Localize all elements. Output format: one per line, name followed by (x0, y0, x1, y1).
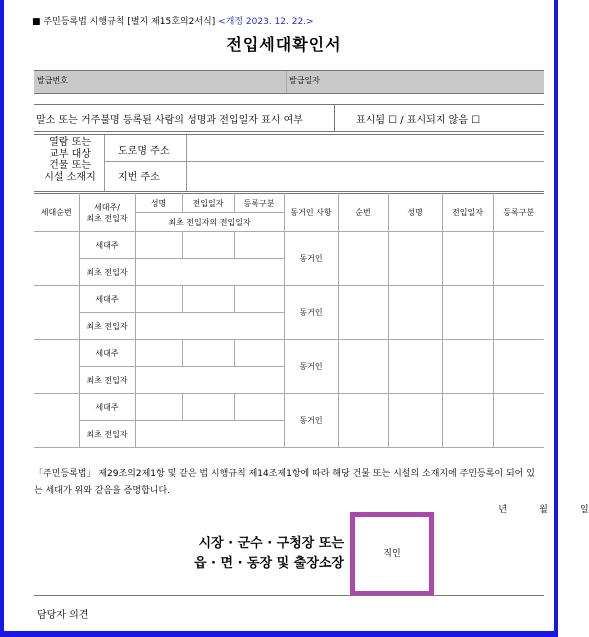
first-mover-label: 최초 전입자 (79, 259, 135, 286)
year-label: 년 (498, 505, 507, 515)
issue-date-label: 발급일자 (289, 76, 320, 85)
disclosure-question: 말소 또는 거주불명 등록된 사람의 성명과 전입일자 표시 여부 (36, 115, 303, 126)
month-label: 월 (539, 505, 548, 515)
head-label: 세대주 (79, 394, 135, 421)
col-move-in-date-2: 전입일자 (442, 194, 493, 232)
road-address-label: 도로명 주소 (118, 146, 170, 157)
lot-address-label: 지번 주소 (118, 172, 160, 183)
table-row (34, 340, 544, 367)
issue-info-bar (34, 70, 544, 94)
cohabitant-label: 동거인 (284, 394, 338, 448)
col-registration-type-2: 등록구분 (493, 194, 544, 232)
head-label: 세대주 (79, 286, 135, 313)
document-title: 전입세대확인서 (226, 35, 342, 54)
cohabitant-label: 동거인 (284, 286, 338, 340)
issue-number-label: 발급번호 (37, 76, 68, 85)
address-section-label: 열람 또는 교부 대상 건물 또는 시설 소재지 (44, 137, 96, 183)
household-table (34, 193, 544, 448)
form-header (32, 14, 314, 27)
cohabitant-label: 동거인 (284, 232, 338, 286)
col-order: 순번 (338, 194, 388, 232)
table-row (34, 286, 544, 313)
issuing-authority: 시장 · 군수 · 구청장 또는 읍 · 면 · 동장 및 출장소장 (193, 536, 344, 571)
head-label: 세대주 (79, 340, 135, 367)
official-seal-box: 직인 (350, 512, 434, 596)
officer-opinion: 담당자 의견 (34, 595, 544, 634)
col-household-order: 세대순번 (34, 194, 79, 232)
col-name-2: 성명 (388, 194, 442, 232)
first-mover-label: 최초 전입자 (79, 367, 135, 394)
col-name: 성명 (135, 194, 182, 213)
col-move-in-date: 전입일자 (182, 194, 234, 213)
table-row (34, 394, 544, 421)
col-cohabitant: 동거인 사항 (284, 194, 338, 232)
disclosure-options[interactable]: 표시됨 ☐ / 표시되지 않음 ☐ (356, 115, 481, 126)
certification-statement: 「주민등록법」 제29조의2제1항 및 같은 법 시행규칙 제14조제1항에 따라 해당 건물 또는 시설의 소재지에 주민등록이 되어 있는 세대가 위와 같음을 증명합니다. (34, 469, 535, 496)
day-label: 일 (580, 505, 589, 515)
address-section (34, 134, 544, 192)
amendment-date: <개정 2023. 12. 22.> (218, 17, 314, 27)
document-page (24, 6, 589, 633)
disclosure-row (34, 104, 544, 132)
col-head-first-mover: 세대주/ 최초 전입자 (79, 194, 135, 232)
cohabitant-label: 동거인 (284, 340, 338, 394)
form-reference: ■ 주민등록법 시행규칙 [별지 제15호의2서식] (32, 17, 216, 27)
first-mover-label: 최초 전입자 (79, 421, 135, 448)
col-first-move-in-date: 최초 전입자의 전입일자 (135, 213, 284, 232)
issue-date-fields (469, 502, 589, 515)
col-registration-type: 등록구분 (234, 194, 284, 213)
head-label: 세대주 (79, 232, 135, 259)
first-mover-label: 최초 전입자 (79, 313, 135, 340)
table-row (34, 232, 544, 259)
